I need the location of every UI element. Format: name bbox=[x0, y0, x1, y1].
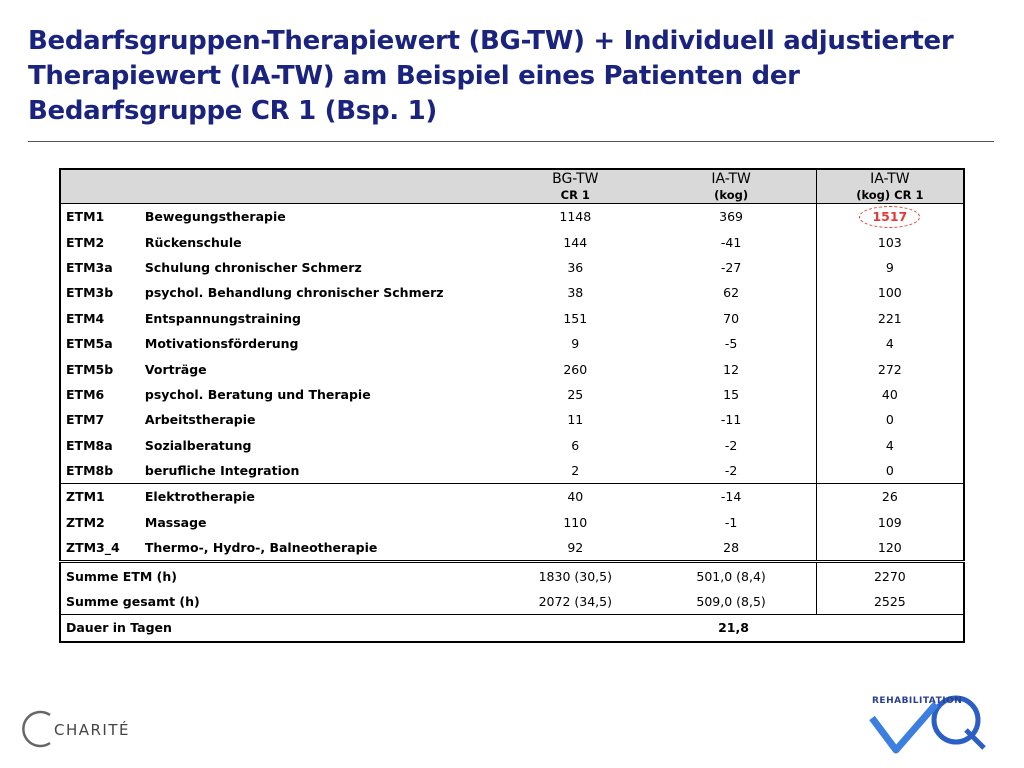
charite-wordmark: CHARITÉ bbox=[54, 721, 131, 739]
header-bg-tw-line2: CR 1 bbox=[560, 188, 590, 202]
row-total-value bbox=[816, 204, 964, 230]
row-bg-value: 11 bbox=[567, 412, 584, 428]
row-ia-value: -5 bbox=[724, 336, 738, 352]
row-ia-value: -2 bbox=[724, 437, 738, 453]
sum-etm-label: Summe ETM (h) bbox=[60, 562, 504, 589]
row-bg-value: 110 bbox=[563, 514, 588, 530]
row-bg-value: 9 bbox=[571, 336, 580, 352]
row-name: Vorträge bbox=[144, 361, 207, 377]
row-code: ETM6 bbox=[66, 386, 105, 402]
row-name: Sozialberatung bbox=[144, 437, 252, 453]
header-bg-tw bbox=[504, 169, 646, 204]
row-name: Schulung chronischer Schmerz bbox=[144, 259, 362, 275]
row-name: Elektrotherapie bbox=[145, 484, 504, 510]
table-row bbox=[60, 433, 964, 458]
highlighted-total-value: 1517 bbox=[859, 206, 920, 228]
sum-total-total: 2525 bbox=[816, 589, 964, 615]
sum-row-etm bbox=[60, 562, 964, 589]
row-name: Massage bbox=[144, 514, 207, 530]
row-name: psychol. Behandlung chronischer Schmerz bbox=[144, 285, 444, 301]
row-ia-value: -2 bbox=[724, 463, 738, 479]
row-code: ETM7 bbox=[66, 412, 105, 428]
table-header-row bbox=[60, 169, 964, 204]
table-row bbox=[60, 229, 964, 254]
row-code: ETM2 bbox=[66, 234, 105, 250]
sum-total-bg: 2072 (34,5) bbox=[538, 594, 612, 610]
row-code: ETM4 bbox=[66, 310, 105, 326]
row-code: ZTM2 bbox=[66, 514, 105, 530]
duration-value: 21,8 bbox=[504, 615, 964, 642]
row-ia-value: -11 bbox=[720, 412, 742, 428]
sum-etm-bg: 1830 (30,5) bbox=[504, 562, 646, 589]
sum-row-total bbox=[60, 589, 964, 615]
row-bg-value: 40 bbox=[504, 484, 646, 510]
slide-title: Bedarfsgruppen-Therapiewert (BG-TW) + Individuell adjustierter Therapiewert (IA-TW) am Beispiel eines Patienten der Bedarfsgruppe CR 1 (Bsp. 1) bbox=[28, 26, 954, 126]
row-total-value: 0 bbox=[816, 407, 964, 432]
row-ia-value: 28 bbox=[723, 540, 740, 556]
row-ia-value: 70 bbox=[723, 310, 740, 326]
row-bg-value: 260 bbox=[563, 361, 588, 377]
row-bg-value: 151 bbox=[563, 310, 588, 326]
row-bg-value: 25 bbox=[567, 386, 584, 402]
table-row bbox=[60, 280, 964, 305]
row-code: ETM8a bbox=[66, 437, 113, 453]
table-row bbox=[60, 458, 964, 484]
table-row bbox=[60, 407, 964, 432]
row-name: Thermo-, Hydro-, Balneotherapie bbox=[144, 540, 378, 556]
row-name: berufliche Integration bbox=[144, 463, 300, 479]
row-code: ETM5b bbox=[66, 361, 114, 377]
row-ia-value: -14 bbox=[647, 484, 817, 510]
table-row bbox=[60, 484, 964, 510]
table-row bbox=[60, 356, 964, 381]
row-code: ETM1 bbox=[66, 209, 105, 225]
row-ia-value: 15 bbox=[723, 386, 740, 402]
table-row bbox=[60, 331, 964, 356]
row-name: psychol. Beratung und Therapie bbox=[144, 386, 371, 402]
table-row bbox=[60, 306, 964, 331]
row-total-value: 4 bbox=[816, 331, 964, 356]
row-code: ETM8b bbox=[66, 463, 114, 479]
row-code: ZTM1 bbox=[60, 484, 145, 510]
row-bg-value: 1148 bbox=[559, 209, 592, 225]
row-total-value: 40 bbox=[816, 382, 964, 407]
row-name: Arbeitstherapie bbox=[144, 412, 256, 428]
row-total-value: 0 bbox=[816, 458, 964, 484]
row-code: ETM3a bbox=[66, 259, 113, 275]
row-name: Motivationsförderung bbox=[144, 336, 299, 352]
row-bg-value: 38 bbox=[567, 285, 584, 301]
table-row bbox=[60, 255, 964, 280]
row-total-value: 100 bbox=[816, 280, 964, 305]
table-row bbox=[60, 382, 964, 407]
header-ia-tw-total-line1: IA-TW bbox=[870, 171, 910, 187]
row-ia-value: 369 bbox=[719, 209, 744, 225]
sum-total-label: Summe gesamt (h) bbox=[66, 594, 200, 610]
therapy-value-table bbox=[59, 168, 965, 643]
charite-logo bbox=[20, 707, 131, 751]
row-ia-value: 62 bbox=[723, 285, 740, 301]
row-bg-value: 144 bbox=[563, 234, 588, 250]
header-ia-tw-total-line2: (kog) CR 1 bbox=[856, 188, 924, 202]
title-divider bbox=[28, 141, 994, 142]
header-ia-tw-line1: IA-TW bbox=[711, 171, 751, 187]
duration-label: Dauer in Tagen bbox=[60, 615, 504, 642]
table-row bbox=[60, 204, 964, 230]
header-empty-code bbox=[60, 169, 145, 204]
sum-etm-total: 2270 bbox=[816, 562, 964, 589]
table-row bbox=[60, 535, 964, 562]
row-ia-value: -1 bbox=[724, 514, 738, 530]
row-bg-value: 36 bbox=[567, 259, 584, 275]
row-ia-value: 12 bbox=[723, 361, 740, 377]
row-total-value: 9 bbox=[816, 255, 964, 280]
sum-total-ia: 509,0 (8,5) bbox=[696, 594, 766, 610]
row-total-value: 272 bbox=[816, 356, 964, 381]
rehabilitation-wordmark: REHABILITATION bbox=[872, 696, 963, 706]
row-total-value: 26 bbox=[816, 484, 964, 510]
duration-row bbox=[60, 615, 964, 642]
row-bg-value: 92 bbox=[567, 540, 584, 556]
row-total-value: 221 bbox=[816, 306, 964, 331]
row-name: Bewegungstherapie bbox=[144, 209, 286, 225]
row-ia-value: -41 bbox=[720, 234, 742, 250]
row-total-value: 109 bbox=[816, 510, 964, 535]
rehabilitation-logo bbox=[866, 690, 990, 758]
header-empty-name bbox=[145, 169, 504, 204]
header-ia-tw-line2: (kog) bbox=[714, 188, 749, 202]
row-total-value: 120 bbox=[816, 535, 964, 562]
table-row bbox=[60, 510, 964, 535]
header-ia-tw bbox=[647, 169, 817, 204]
header-ia-tw-total bbox=[816, 169, 964, 204]
header-bg-tw-line1: BG-TW bbox=[552, 171, 599, 187]
row-ia-value: -27 bbox=[720, 259, 742, 275]
row-code: ETM5a bbox=[66, 336, 113, 352]
row-name: Rückenschule bbox=[144, 234, 242, 250]
row-total-value: 103 bbox=[816, 229, 964, 254]
row-code: ETM3b bbox=[66, 285, 114, 301]
row-total-value: 4 bbox=[816, 433, 964, 458]
row-code: ZTM3_4 bbox=[66, 540, 120, 556]
row-bg-value: 2 bbox=[571, 463, 580, 479]
row-name: Entspannungstraining bbox=[144, 310, 302, 326]
row-bg-value: 6 bbox=[571, 437, 580, 453]
sum-etm-ia: 501,0 (8,4) bbox=[647, 562, 817, 589]
